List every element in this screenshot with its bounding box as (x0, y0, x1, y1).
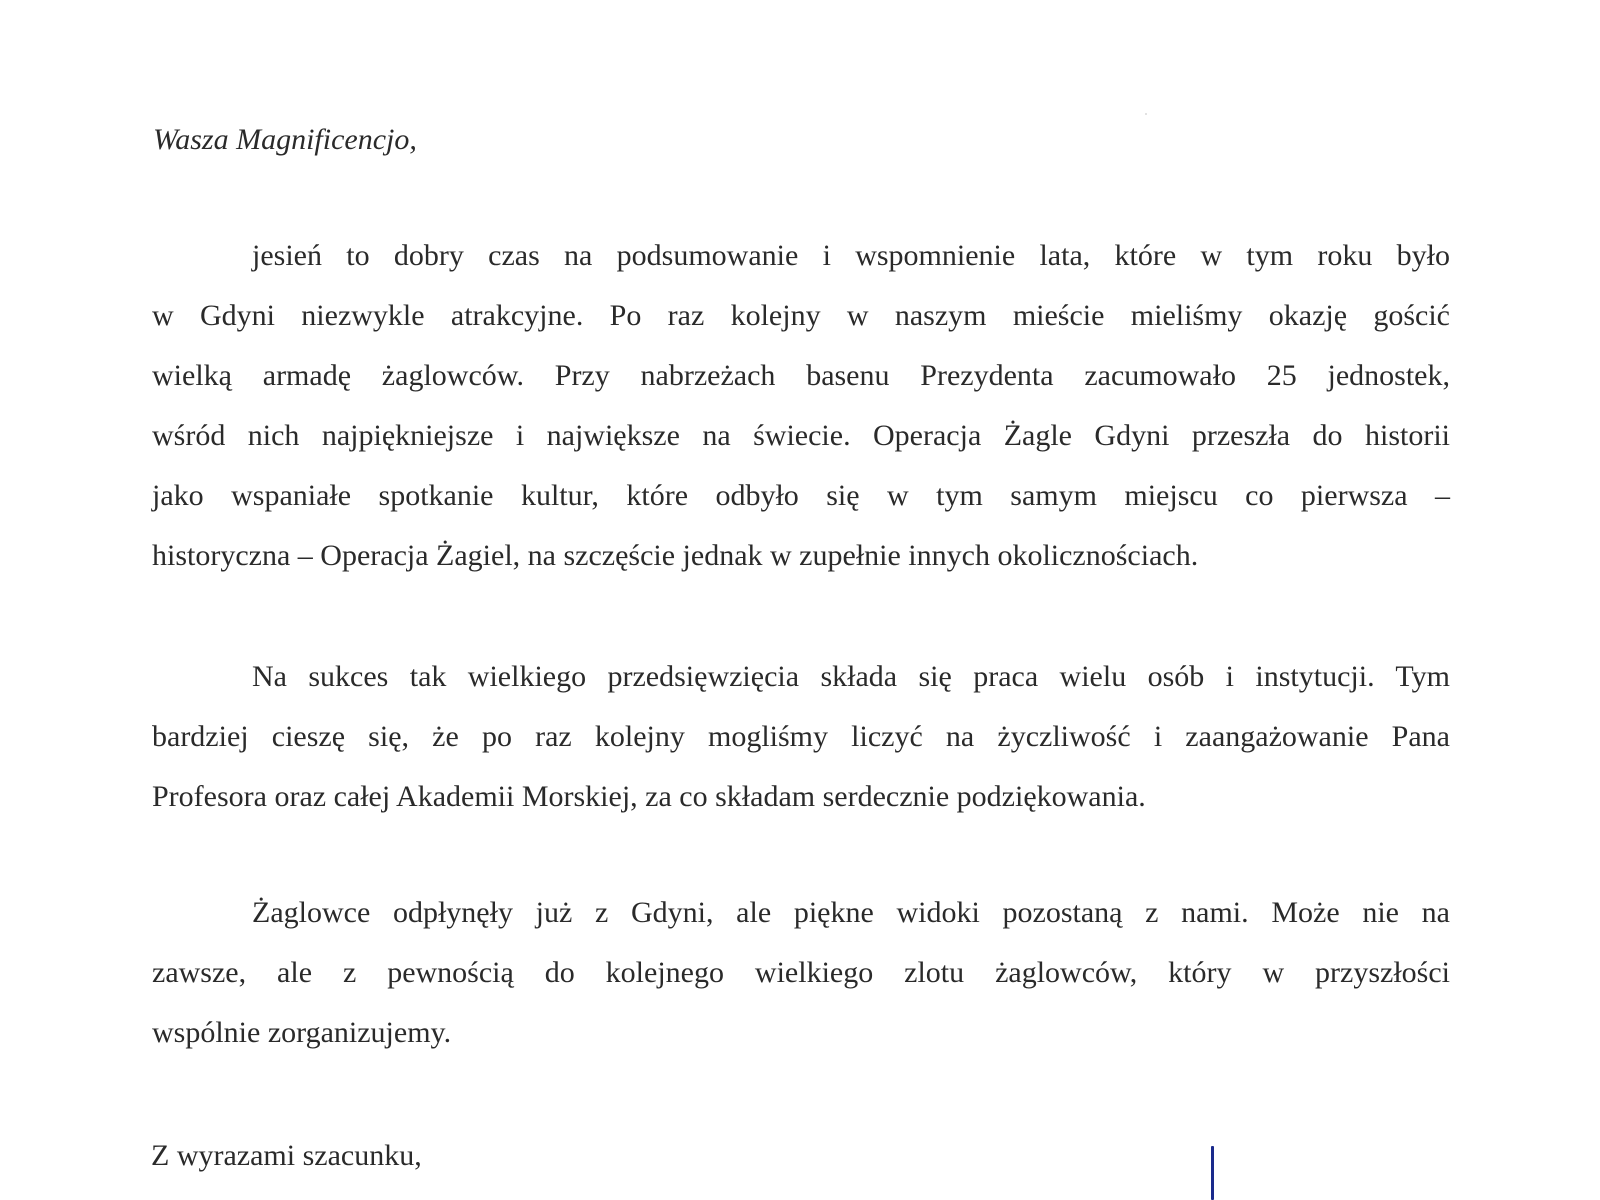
paragraph-line: historyczna – Operacja Żagiel, na szczęście jednak w zupełnie innych okolicznościach. (152, 539, 1199, 572)
letter-closing: Z wyrazami szacunku, (151, 1139, 422, 1172)
letter-paragraph-1 (152, 226, 1450, 586)
letter-salutation: Wasza Magnificencjo, (153, 123, 417, 156)
paragraph-line: zawsze, ale z pewnością do kolejnego wielkiego zlotu żaglowców, który w przyszłości (152, 956, 1450, 989)
paragraph-line: jako wspaniałe spotkanie kultur, które odbyło się w tym samym miejscu co pierwsza – (152, 479, 1450, 512)
paragraph-line: wielką armadę żaglowców. Przy nabrzeżach basenu Prezydenta zacumowało 25 jednostek, (152, 359, 1450, 392)
signature-stroke (1211, 1146, 1214, 1200)
paragraph-line: Na sukces tak wielkiego przedsięwzięcia składa się praca wielu osób i instytucji. Tym (252, 660, 1450, 693)
paragraph-line: wśród nich najpiękniejsze i największe na świecie. Operacja Żagle Gdyni przeszła do historii (152, 419, 1450, 452)
scan-speck (1145, 113, 1147, 115)
paragraph-line: bardziej cieszę się, że po raz kolejny mogliśmy liczyć na życzliwość i zaangażowanie Pana (152, 720, 1450, 753)
paragraph-line: wspólnie zorganizujemy. (152, 1016, 452, 1049)
paragraph-line: Żaglowce odpłynęły już z Gdyni, ale piękne widoki pozostaną z nami. Może nie na (252, 896, 1450, 929)
paragraph-line: Profesora oraz całej Akademii Morskiej, za co składam serdecznie podziękowania. (152, 780, 1146, 813)
letter-paragraph-3 (152, 883, 1450, 1063)
paragraph-line: jesień to dobry czas na podsumowanie i wspomnienie lata, które w tym roku było (252, 239, 1450, 272)
paragraph-line: w Gdyni niezwykle atrakcyjne. Po raz kolejny w naszym mieście mieliśmy okazję gościć (152, 299, 1450, 332)
letter-paragraph-2 (152, 647, 1450, 827)
